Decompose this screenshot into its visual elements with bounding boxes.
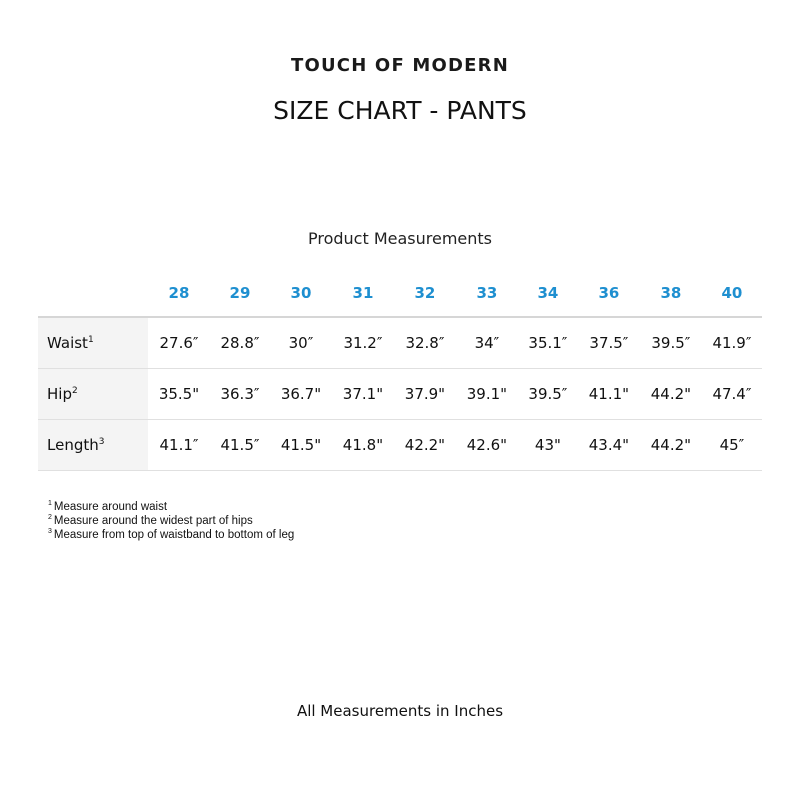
table-cell: 37.5″ bbox=[578, 317, 640, 369]
size-header-row bbox=[38, 270, 762, 317]
footnote-item bbox=[48, 500, 294, 514]
table-cell: 44.2" bbox=[640, 420, 702, 471]
units-note: All Measurements in Inches bbox=[296, 702, 504, 720]
footnote-marker: 2 bbox=[48, 514, 52, 522]
table-row-waist bbox=[38, 317, 762, 369]
table-corner bbox=[38, 270, 148, 317]
table-cell: 39.5″ bbox=[640, 317, 702, 369]
table-cell: 47.4″ bbox=[702, 369, 762, 420]
table-cell: 36.7" bbox=[270, 369, 332, 420]
row-label-footnote-marker: 2 bbox=[71, 386, 78, 396]
row-label-hip bbox=[38, 369, 148, 420]
table-cell: 39.1" bbox=[456, 369, 518, 420]
row-label-waist bbox=[38, 317, 148, 369]
table-cell: 37.1" bbox=[332, 369, 394, 420]
table-cell: 32.8″ bbox=[394, 317, 456, 369]
table-cell: 41.5″ bbox=[210, 420, 270, 471]
size-header: 31 bbox=[332, 270, 394, 317]
row-label-text: Length bbox=[47, 436, 99, 454]
table-cell: 41.5" bbox=[270, 420, 332, 471]
size-header: 33 bbox=[456, 270, 518, 317]
table-cell: 43" bbox=[518, 420, 578, 471]
size-header: 30 bbox=[270, 270, 332, 317]
footnote-text: Measure around the widest part of hips bbox=[53, 515, 253, 527]
footnote-item bbox=[48, 528, 294, 542]
row-label-footnote-marker: 3 bbox=[98, 437, 105, 447]
table-cell: 35.1″ bbox=[518, 317, 578, 369]
size-header: 34 bbox=[518, 270, 578, 317]
footnote-marker: 3 bbox=[48, 528, 52, 536]
table-cell: 28.8″ bbox=[210, 317, 270, 369]
table-subtitle: Product Measurements bbox=[307, 229, 492, 248]
size-table bbox=[38, 270, 762, 471]
size-header: 40 bbox=[702, 270, 762, 317]
table-row-hip bbox=[38, 369, 762, 420]
table-cell: 30″ bbox=[270, 317, 332, 369]
table-cell: 27.6″ bbox=[148, 317, 210, 369]
size-header: 29 bbox=[210, 270, 270, 317]
footnote-item bbox=[48, 514, 294, 528]
footnote-text: Measure around waist bbox=[53, 501, 168, 513]
page-title: SIZE CHART - PANTS bbox=[273, 96, 527, 125]
table-cell: 43.4" bbox=[578, 420, 640, 471]
table-cell: 37.9" bbox=[394, 369, 456, 420]
table-cell: 34″ bbox=[456, 317, 518, 369]
table-row-length bbox=[38, 420, 762, 471]
brand-logo: TOUCH OF MODERN bbox=[291, 55, 509, 76]
table-cell: 35.5" bbox=[148, 369, 210, 420]
table-cell: 41.1″ bbox=[148, 420, 210, 471]
size-header: 32 bbox=[394, 270, 456, 317]
table-cell: 44.2" bbox=[640, 369, 702, 420]
footnote-marker: 1 bbox=[48, 500, 52, 508]
size-header: 36 bbox=[578, 270, 640, 317]
table-cell: 41.9″ bbox=[702, 317, 762, 369]
table-cell: 42.2" bbox=[394, 420, 456, 471]
row-label-footnote-marker: 1 bbox=[87, 335, 94, 345]
row-label-length bbox=[38, 420, 148, 471]
size-header: 28 bbox=[148, 270, 210, 317]
table-cell: 41.8" bbox=[332, 420, 394, 471]
table-cell: 41.1" bbox=[578, 369, 640, 420]
footnotes bbox=[48, 500, 294, 542]
row-label-text: Hip bbox=[47, 385, 72, 403]
size-header: 38 bbox=[640, 270, 702, 317]
footnote-text: Measure from top of waistband to bottom of leg bbox=[53, 529, 295, 541]
row-label-text: Waist bbox=[47, 334, 88, 352]
table-cell: 42.6" bbox=[456, 420, 518, 471]
table-cell: 36.3″ bbox=[210, 369, 270, 420]
table-cell: 39.5″ bbox=[518, 369, 578, 420]
table-cell: 31.2″ bbox=[332, 317, 394, 369]
table-cell: 45″ bbox=[702, 420, 762, 471]
